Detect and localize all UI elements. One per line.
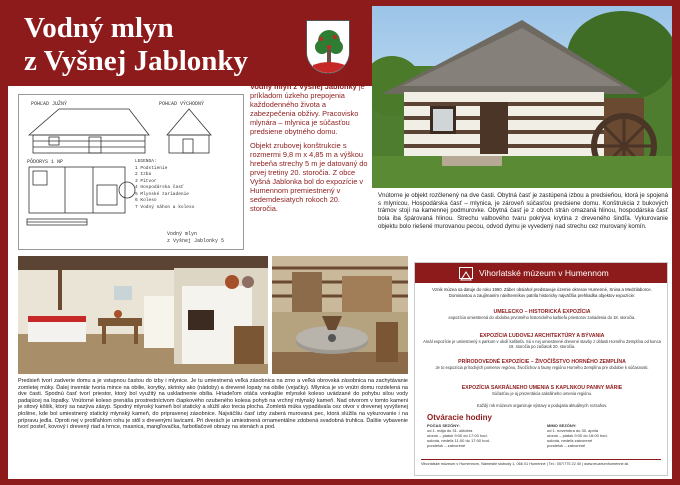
museum-logo-icon [459, 267, 473, 279]
section-heading: UMELECKO – HISTORICKÁ EXPOZÍCIA [493, 309, 591, 315]
desc-paragraph-1: je príkladom úzkeho prepojenia každodenného života a zabezpečenia obživy. Pracovisko mlynára – mlynica je súčasťou predsiene obytného domu. [250, 82, 365, 136]
plan-label-south: POHĽAD JUŽNÝ [31, 101, 68, 107]
interior-description: Vnútorne je objekt rozčlenený na dve časti. Obytná časť je zastúpená izbou a predsieňou, ktorá je spojená s mlynicou. Hospodárska časť – mlynica, je zároveň súčasťou predsiene domu. Konštrukcia z bukových trámov stojí na kamennej podmurovke. Obytná časť je z oboch strán omazaná hlinou, hospodárska časť bola iba špárovaná hlinou. Strechu valbového tvaru pokrýva krytina z dreveného šindľa. Vykurovanie objektu bolo riešené murovanou pecou, odvod dymu je vyvedený nad strechu cez murovaný komín. [378, 192, 668, 230]
legend-item: 5 Mlynské zariadenie [135, 191, 190, 197]
legend-item: 3 Pitvor [135, 178, 157, 184]
plan-sketch [19, 95, 244, 250]
hours-line: pondelok – zatvorené [427, 443, 466, 448]
plan-legend [135, 159, 194, 211]
desc-paragraph-2: Objekt zrubovej konštrukcie s rozmermi 9,8 m x 4,85 m a výškou hrebeňa strechy 5 m je datovaný do prvej tretiny 20. storočia. Z obce Vyšná Jablonka bol do expozície v Humennom premiestnený v sedemdesiatych rokoch 20. storočia. [250, 141, 368, 213]
hours-line: utorok – piatok 9:00 do 16:00 hod. [547, 433, 608, 438]
museum-header [415, 263, 667, 283]
museum-contact: Vihorlatské múzeum v Humennom, Námestie slobody 1, 066 01 Humenné | Tel.: 057/775 22 40 | www.muzeumhumenne.sk [421, 459, 661, 467]
plan-caption-line: z Vyšnej Jablonky 5 [167, 238, 225, 244]
page-title [24, 12, 248, 78]
granary-photo [272, 256, 408, 312]
section-text: Areál expozície je umiestnený s parkom v okolí kaštieľa. Sú v nej umiestnené drevené stavby z oblasti Horného Zemplína od konca 19. storočia po začiatok 20. storočia. [423, 339, 661, 350]
title-line-1: Vodný mlyn [24, 12, 174, 44]
hours-line: pondelok – zatvorené [547, 443, 586, 448]
hours-season [427, 423, 490, 448]
legend-item: 6 Koleso [135, 198, 157, 203]
desc-heading: Vodný mlyn z Vyšnej Jablonky [250, 82, 357, 91]
poster [8, 6, 672, 479]
museum-note-text: Každý rok múzeum organizuje výstavy a podujatia aktuálnych rozsahov. [476, 403, 608, 408]
legend-item: 7 Vodný náhon a koleso [135, 204, 195, 210]
legend-item: 1 Podstienie [135, 165, 168, 171]
hours-line: sobota, nedeľa zatvorené [547, 438, 593, 443]
plan-label-floor: PÔDORYS 1 NP [27, 159, 64, 165]
museum-intro: Vznik múzea sa datuje do roku 1960. Záber obsiahol predstavuje územie okresov Humenné, Snina a Medzilaborce. Dominantou a zaujímaním návštevníkov patrila historicky najväčšia prehliadka objektov expozície: [432, 287, 652, 298]
opening-hours-title: Otváracie hodiny [427, 413, 492, 422]
room-interior-photo [18, 256, 174, 374]
legend-item: 4 Hospodárska časť [135, 185, 184, 190]
section-heading: PRÍRODOVEDNÉ EXPOZÍCIE – ŽIVOČÍŠSTVO HORNÉHO ZEMPLÍNA [458, 359, 626, 365]
hours-line: MIMO SEZÓNY: [547, 423, 577, 428]
legend-title: LEGENDA: [135, 159, 157, 164]
section-heading: EXPOZÍCIA ĽUDOVEJ ARCHITEKTÚRY A BÝVANIA [479, 333, 605, 339]
hours-line: utorok – piatok 9:00 do 17:00 hod. [427, 433, 488, 438]
plan-caption-line: Vodný mlyn [167, 231, 198, 237]
legend-item: 2 Izba [135, 172, 152, 177]
plan-caption [167, 231, 224, 245]
museum-section [423, 385, 661, 396]
section-text: expozícia umiestnená do obdobia prvotného historického kaštieľa priestorov zariadenia do 18. storočia. [448, 315, 636, 321]
hours-off-season [547, 423, 608, 448]
floor-plan-drawing [18, 94, 244, 250]
museum-section [423, 309, 661, 320]
oven-photo [174, 256, 268, 374]
village-crest-icon [306, 20, 350, 74]
title-band [8, 6, 372, 86]
museum-note [423, 403, 661, 408]
title-line-2: z Vyšnej Jablonky [24, 45, 249, 77]
museum-name: Vihorlatské múzeum v Humennom [479, 268, 609, 278]
plan-label-east: POHĽAD VÝCHODNÝ [159, 101, 205, 107]
museum-panel [414, 262, 668, 476]
section-text: Je to expozícia prírodných pomerov regiónu, živočíchov a fauny regiónu Horného Zemplína pre obdobie k súčasnosti. [435, 365, 649, 371]
museum-section [423, 359, 661, 370]
hours-line: sobota, nedeľa 11:00 do 17:00 hod. [427, 438, 490, 443]
mill-operation-text: Predsieň tvorí zadverie domu a je vstupnou častou do izby i mlynice. Je tu umiestnená veľká zásobnica na zrno a veľká obrovská zásobnica na zachytávanie zomletej múky. Ďalej inventár tvoria mince na obilie, korytky, skrinky ako (nádoby) a drevené lopaty na obilie (vejačky). Mlynica je vo vnútri domu rozdelená na dve časti. Spodnú časť tvorí priestor, ktorý bol využitý na uskladnenie obilia. Hriadeľom otáča vonkajšie mlynské koleso uvádzané do pohybu silou vody padajúcej na lopatky. Vnútorné koleso prenáša prostredníctvom čiapkového ozubeného kolesa pohyb na vrchný mlynský kameň. Nad otvorom v tomto kameni je sitový kôšik, ktorý sa nazýva zásyp. Spodný mlynský kameň bol statický a slúžil ako trecia plocha. Zomletá múka vypadávala cez otvor v drevenej vyvýšenej plošine, kde bol umiestnený statický mlynský kameň, do pripravenej zásobnice. Najväčšiu časť izby zaberá murovaná pec, ktorá slúžila na vykurovanie i na prípravu jedla. Oproti nej v protiľahlom rohu je stôl s drevenými lavicami. Pri dverách je umiestnená ornamentálne zdobená svadobná truhlica. Ďalšie vybavenie tvorí posteľ, kovový i drevený riad a hrnce, masnica, mangľovačka, farbotlačové obrazy na stenách a pod. [18, 378, 408, 431]
section-heading: EXPOZÍCIA SAKRÁLNEHO UMENIA S KAPLNKOU PANNY MÁRIE [461, 385, 623, 391]
mill-exterior-photo [372, 6, 672, 188]
hours-line: od 1. novembra do 30. apríla [547, 428, 599, 433]
millstone-photo [272, 312, 408, 374]
mill-description [250, 82, 368, 218]
museum-section [423, 333, 661, 349]
hours-line: POČAS SEZÓNY: [427, 423, 460, 428]
hours-line: od 1. mája do 31. októbra [427, 428, 473, 433]
section-text: Súčasťou je aj prezentácia sakrálneho umenia regiónu. [491, 391, 593, 397]
